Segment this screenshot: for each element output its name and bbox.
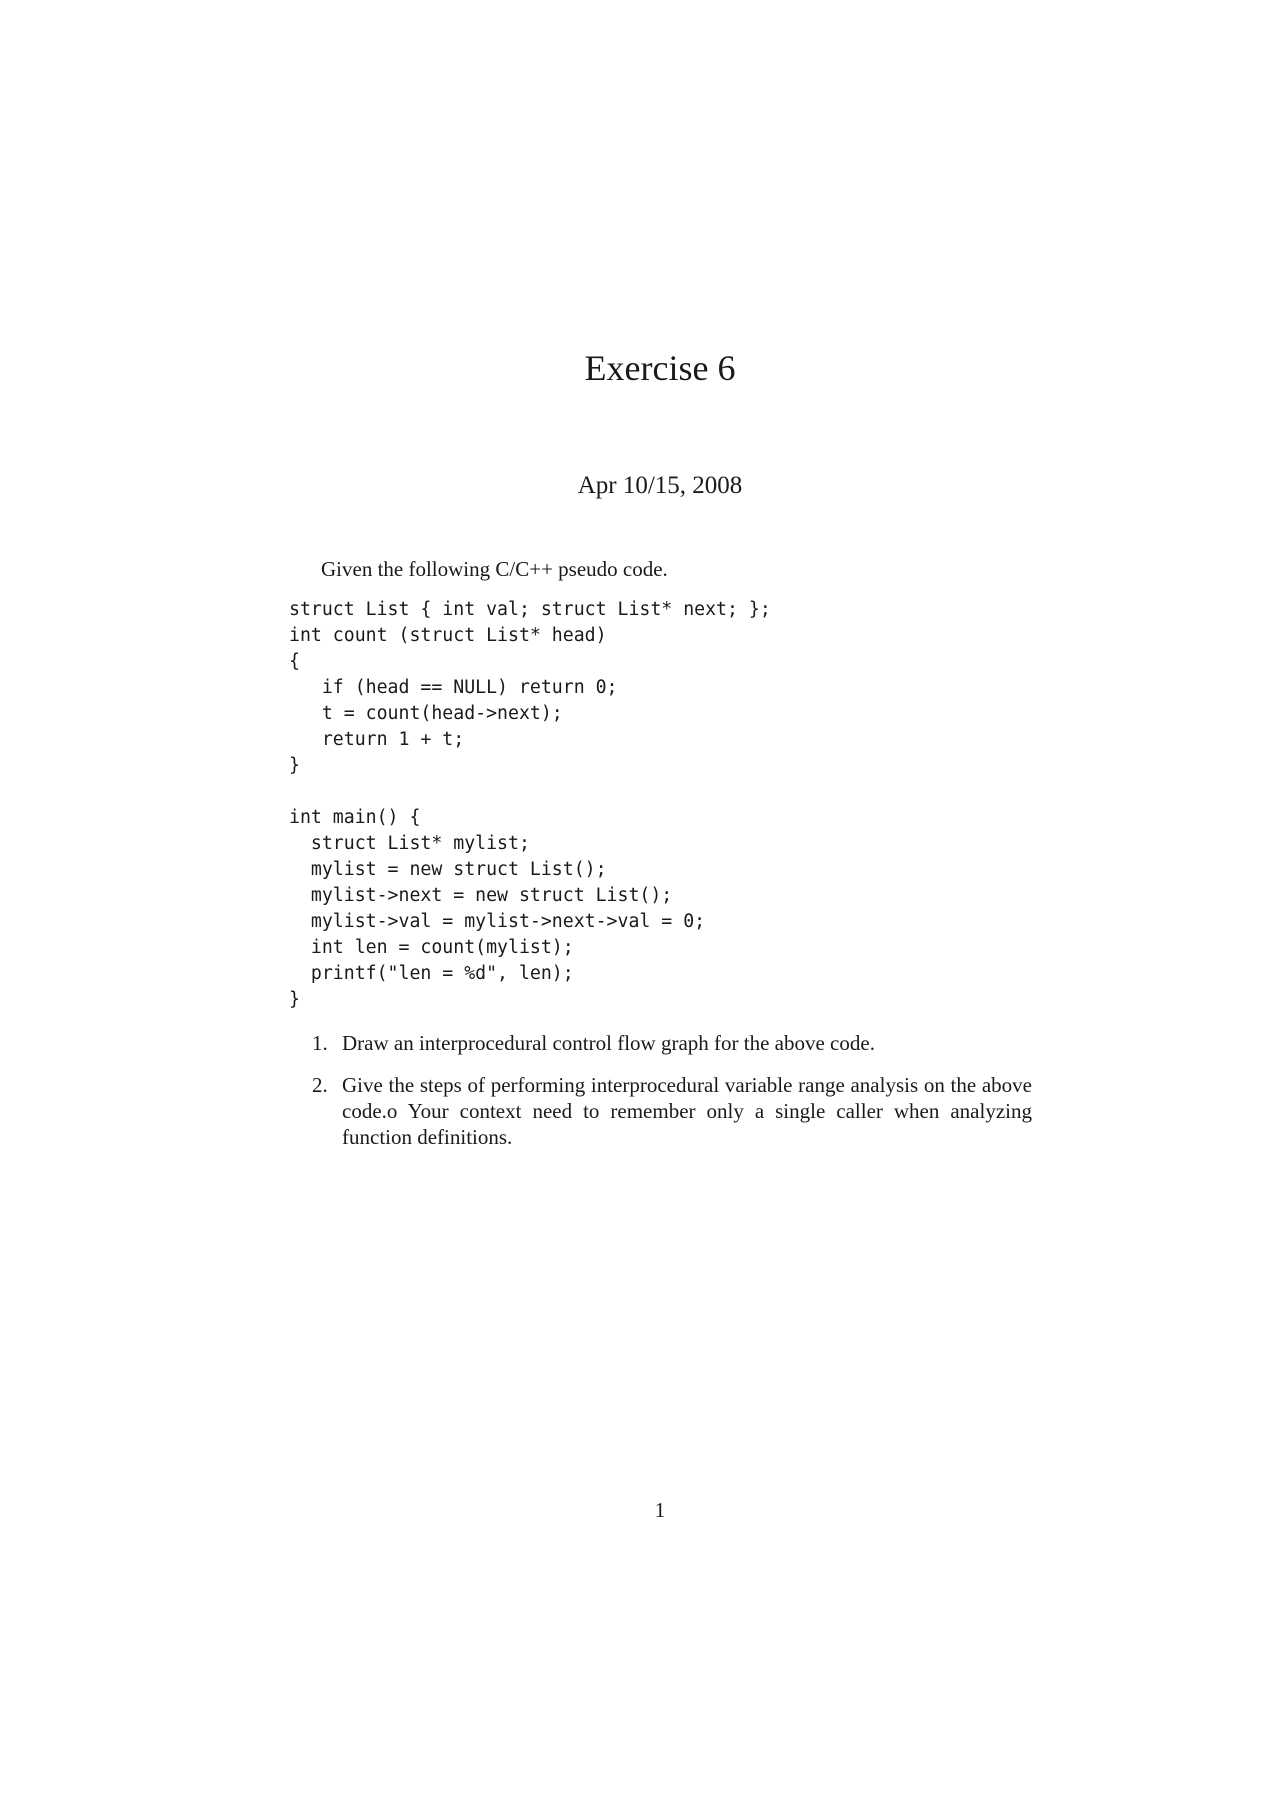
code-line: struct List* mylist; [289,833,530,854]
document-title: Exercise 6 [584,348,736,388]
code-line: int len = count(mylist); [289,937,574,958]
question-number: 1. [312,1031,328,1055]
code-line: mylist->val = mylist->next->val = 0; [289,911,706,932]
code-line: { [289,651,300,672]
code-line: } [289,755,300,776]
code-line-blank [289,779,771,805]
question-number: 2. [312,1073,328,1097]
document-date: Apr 10/15, 2008 [577,472,743,499]
question-item-1 [312,1030,1032,1056]
question-list [312,1030,1032,1166]
code-line: if (head == NULL) return 0; [289,677,618,698]
code-line: return 1 + t; [289,729,465,750]
code-line: int main() { [289,807,421,828]
intro-paragraph: Given the following C/C++ pseudo code. [321,557,668,581]
code-block [289,597,771,1013]
code-line: printf("len = %d", len); [289,963,574,984]
code-line: int count (struct List* head) [289,625,607,646]
code-line: } [289,989,300,1010]
question-text: Give the steps of performing interprocedural variable range analysis on the above code.o Your context need to remember only a single caller when analyzing function definitions. [342,1073,1032,1149]
question-item-2 [312,1072,1032,1150]
page-number: 1 [654,1498,666,1522]
code-line: struct List { int val; struct List* next; }; [289,599,771,620]
code-line: t = count(head->next); [289,703,563,724]
question-text: Draw an interprocedural control flow graph for the above code. [342,1031,875,1055]
code-line: mylist->next = new struct List(); [289,885,673,906]
code-line: mylist = new struct List(); [289,859,607,880]
